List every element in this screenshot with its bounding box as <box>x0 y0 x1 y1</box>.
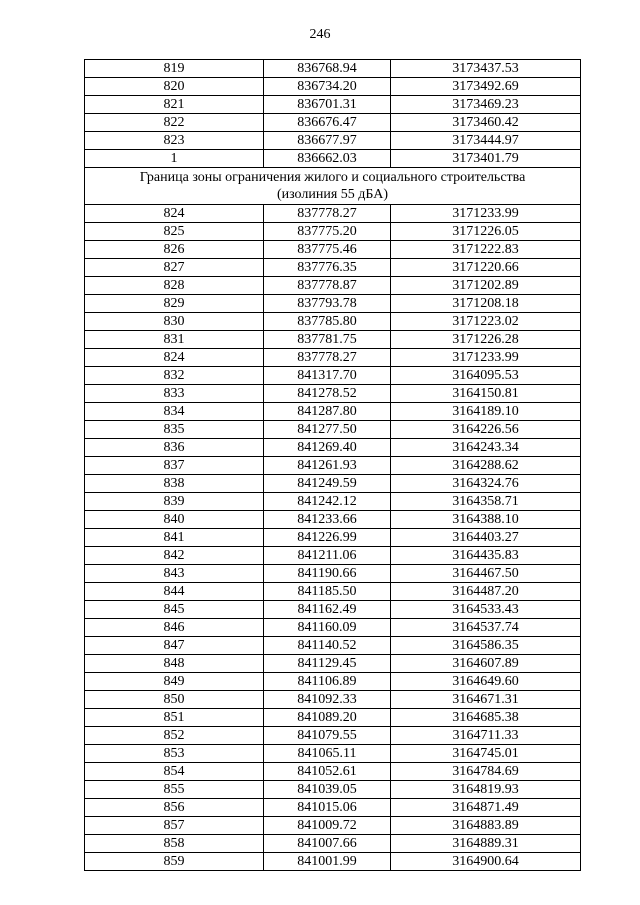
point-number-cell: 831 <box>85 331 264 349</box>
point-number-cell: 847 <box>85 637 264 655</box>
table-row <box>85 349 581 367</box>
point-number-cell: 829 <box>85 295 264 313</box>
table-row <box>85 781 581 799</box>
y-coordinate-cell: 3164388.10 <box>391 511 581 529</box>
table-row <box>85 709 581 727</box>
x-coordinate-cell: 837781.75 <box>264 331 391 349</box>
table-row <box>85 259 581 277</box>
y-coordinate-cell: 3173401.79 <box>391 150 581 168</box>
point-number-cell: 854 <box>85 763 264 781</box>
point-number-cell: 824 <box>85 205 264 223</box>
x-coordinate-cell: 841129.45 <box>264 655 391 673</box>
section-subtitle: (изолиния 55 дБА) <box>276 187 389 202</box>
point-number-cell: 832 <box>85 367 264 385</box>
table-row <box>85 313 581 331</box>
table-row <box>85 403 581 421</box>
table-row <box>85 439 581 457</box>
point-number-cell: 840 <box>85 511 264 529</box>
x-coordinate-cell: 841278.52 <box>264 385 391 403</box>
point-number-cell: 842 <box>85 547 264 565</box>
point-number-cell: 857 <box>85 817 264 835</box>
table-row <box>85 205 581 223</box>
x-coordinate-cell: 836734.20 <box>264 78 391 96</box>
table-row <box>85 331 581 349</box>
point-number-cell: 841 <box>85 529 264 547</box>
y-coordinate-cell: 3173437.53 <box>391 60 581 78</box>
point-number-cell: 850 <box>85 691 264 709</box>
y-coordinate-cell: 3164871.49 <box>391 799 581 817</box>
table-row <box>85 511 581 529</box>
y-coordinate-cell: 3164745.01 <box>391 745 581 763</box>
table-row <box>85 241 581 259</box>
x-coordinate-cell: 841211.06 <box>264 547 391 565</box>
y-coordinate-cell: 3164467.50 <box>391 565 581 583</box>
y-coordinate-cell: 3164586.35 <box>391 637 581 655</box>
x-coordinate-cell: 841140.52 <box>264 637 391 655</box>
page-number: 246 <box>309 27 331 42</box>
x-coordinate-cell: 841039.05 <box>264 781 391 799</box>
y-coordinate-cell: 3164243.34 <box>391 439 581 457</box>
y-coordinate-cell: 3171208.18 <box>391 295 581 313</box>
y-coordinate-cell: 3164607.89 <box>391 655 581 673</box>
point-number-cell: 824 <box>85 349 264 367</box>
y-coordinate-cell: 3171226.05 <box>391 223 581 241</box>
x-coordinate-cell: 841065.11 <box>264 745 391 763</box>
table-row <box>85 60 581 78</box>
y-coordinate-cell: 3164671.31 <box>391 691 581 709</box>
table-row <box>85 475 581 493</box>
table-row <box>85 132 581 150</box>
table-row <box>85 619 581 637</box>
table-row <box>85 385 581 403</box>
point-number-cell: 839 <box>85 493 264 511</box>
section-title: Граница зоны ограничения жилого и социального строительства <box>139 170 526 185</box>
point-number-cell: 821 <box>85 96 264 114</box>
point-number-cell: 856 <box>85 799 264 817</box>
table-row <box>85 78 581 96</box>
point-number-cell: 838 <box>85 475 264 493</box>
y-coordinate-cell: 3164784.69 <box>391 763 581 781</box>
point-number-cell: 837 <box>85 457 264 475</box>
table-row <box>85 817 581 835</box>
y-coordinate-cell: 3171226.28 <box>391 331 581 349</box>
point-number-cell: 848 <box>85 655 264 673</box>
table-row <box>85 529 581 547</box>
x-coordinate-cell: 841226.99 <box>264 529 391 547</box>
table-row <box>85 601 581 619</box>
x-coordinate-cell: 841233.66 <box>264 511 391 529</box>
section-header-cell <box>85 168 581 205</box>
x-coordinate-cell: 836662.03 <box>264 150 391 168</box>
y-coordinate-cell: 3171202.89 <box>391 277 581 295</box>
x-coordinate-cell: 841015.06 <box>264 799 391 817</box>
point-number-cell: 849 <box>85 673 264 691</box>
table-row <box>85 745 581 763</box>
x-coordinate-cell: 841185.50 <box>264 583 391 601</box>
x-coordinate-cell: 836677.97 <box>264 132 391 150</box>
y-coordinate-cell: 3164226.56 <box>391 421 581 439</box>
point-number-cell: 859 <box>85 853 264 871</box>
coordinates-table <box>84 59 581 871</box>
table-row <box>85 96 581 114</box>
x-coordinate-cell: 841249.59 <box>264 475 391 493</box>
point-number-cell: 843 <box>85 565 264 583</box>
x-coordinate-cell: 841269.40 <box>264 439 391 457</box>
x-coordinate-cell: 841261.93 <box>264 457 391 475</box>
y-coordinate-cell: 3173444.97 <box>391 132 581 150</box>
y-coordinate-cell: 3164685.38 <box>391 709 581 727</box>
x-coordinate-cell: 836701.31 <box>264 96 391 114</box>
table-body-top <box>85 60 581 168</box>
y-coordinate-cell: 3164324.76 <box>391 475 581 493</box>
table-row <box>85 799 581 817</box>
table-row <box>85 763 581 781</box>
point-number-cell: 851 <box>85 709 264 727</box>
y-coordinate-cell: 3173492.69 <box>391 78 581 96</box>
point-number-cell: 858 <box>85 835 264 853</box>
y-coordinate-cell: 3164889.31 <box>391 835 581 853</box>
point-number-cell: 846 <box>85 619 264 637</box>
point-number-cell: 853 <box>85 745 264 763</box>
y-coordinate-cell: 3164649.60 <box>391 673 581 691</box>
section-row-group <box>85 168 581 205</box>
table-row <box>85 114 581 132</box>
x-coordinate-cell: 841162.49 <box>264 601 391 619</box>
point-number-cell: 828 <box>85 277 264 295</box>
x-coordinate-cell: 837778.87 <box>264 277 391 295</box>
table-row <box>85 583 581 601</box>
table-row <box>85 673 581 691</box>
y-coordinate-cell: 3171220.66 <box>391 259 581 277</box>
point-number-cell: 834 <box>85 403 264 421</box>
table-row <box>85 727 581 745</box>
y-coordinate-cell: 3164487.20 <box>391 583 581 601</box>
y-coordinate-cell: 3171222.83 <box>391 241 581 259</box>
x-coordinate-cell: 841089.20 <box>264 709 391 727</box>
y-coordinate-cell: 3164358.71 <box>391 493 581 511</box>
x-coordinate-cell: 841160.09 <box>264 619 391 637</box>
table-body-bottom <box>85 205 581 871</box>
x-coordinate-cell: 837775.20 <box>264 223 391 241</box>
table-row <box>85 853 581 871</box>
x-coordinate-cell: 841317.70 <box>264 367 391 385</box>
y-coordinate-cell: 3164900.64 <box>391 853 581 871</box>
table-row <box>85 655 581 673</box>
point-number-cell: 820 <box>85 78 264 96</box>
y-coordinate-cell: 3164288.62 <box>391 457 581 475</box>
y-coordinate-cell: 3173469.23 <box>391 96 581 114</box>
point-number-cell: 819 <box>85 60 264 78</box>
x-coordinate-cell: 836676.47 <box>264 114 391 132</box>
x-coordinate-cell: 841001.99 <box>264 853 391 871</box>
table-row <box>85 277 581 295</box>
y-coordinate-cell: 3171233.99 <box>391 205 581 223</box>
x-coordinate-cell: 836768.94 <box>264 60 391 78</box>
x-coordinate-cell: 841007.66 <box>264 835 391 853</box>
x-coordinate-cell: 841052.61 <box>264 763 391 781</box>
point-number-cell: 830 <box>85 313 264 331</box>
table-row <box>85 457 581 475</box>
point-number-cell: 827 <box>85 259 264 277</box>
point-number-cell: 836 <box>85 439 264 457</box>
x-coordinate-cell: 841242.12 <box>264 493 391 511</box>
y-coordinate-cell: 3164150.81 <box>391 385 581 403</box>
point-number-cell: 826 <box>85 241 264 259</box>
y-coordinate-cell: 3164403.27 <box>391 529 581 547</box>
point-number-cell: 845 <box>85 601 264 619</box>
x-coordinate-cell: 841277.50 <box>264 421 391 439</box>
point-number-cell: 825 <box>85 223 264 241</box>
point-number-cell: 1 <box>85 150 264 168</box>
x-coordinate-cell: 837778.27 <box>264 205 391 223</box>
x-coordinate-cell: 841009.72 <box>264 817 391 835</box>
y-coordinate-cell: 3164711.33 <box>391 727 581 745</box>
point-number-cell: 822 <box>85 114 264 132</box>
y-coordinate-cell: 3173460.42 <box>391 114 581 132</box>
y-coordinate-cell: 3164883.89 <box>391 817 581 835</box>
table-row <box>85 223 581 241</box>
x-coordinate-cell: 841287.80 <box>264 403 391 421</box>
point-number-cell: 823 <box>85 132 264 150</box>
point-number-cell: 835 <box>85 421 264 439</box>
table-row <box>85 835 581 853</box>
table-row <box>85 493 581 511</box>
x-coordinate-cell: 841190.66 <box>264 565 391 583</box>
x-coordinate-cell: 837793.78 <box>264 295 391 313</box>
y-coordinate-cell: 3164537.74 <box>391 619 581 637</box>
table-row <box>85 367 581 385</box>
y-coordinate-cell: 3164533.43 <box>391 601 581 619</box>
table-row <box>85 421 581 439</box>
point-number-cell: 855 <box>85 781 264 799</box>
table-row <box>85 565 581 583</box>
y-coordinate-cell: 3164095.53 <box>391 367 581 385</box>
x-coordinate-cell: 841106.89 <box>264 673 391 691</box>
y-coordinate-cell: 3164819.93 <box>391 781 581 799</box>
table-row <box>85 150 581 168</box>
x-coordinate-cell: 841079.55 <box>264 727 391 745</box>
point-number-cell: 852 <box>85 727 264 745</box>
y-coordinate-cell: 3171223.02 <box>391 313 581 331</box>
x-coordinate-cell: 837775.46 <box>264 241 391 259</box>
y-coordinate-cell: 3164435.83 <box>391 547 581 565</box>
point-number-cell: 844 <box>85 583 264 601</box>
section-header-row <box>85 168 581 205</box>
table-row <box>85 637 581 655</box>
table-row <box>85 547 581 565</box>
x-coordinate-cell: 837776.35 <box>264 259 391 277</box>
table-row <box>85 691 581 709</box>
point-number-cell: 833 <box>85 385 264 403</box>
x-coordinate-cell: 841092.33 <box>264 691 391 709</box>
x-coordinate-cell: 837778.27 <box>264 349 391 367</box>
x-coordinate-cell: 837785.80 <box>264 313 391 331</box>
table-row <box>85 295 581 313</box>
y-coordinate-cell: 3171233.99 <box>391 349 581 367</box>
y-coordinate-cell: 3164189.10 <box>391 403 581 421</box>
